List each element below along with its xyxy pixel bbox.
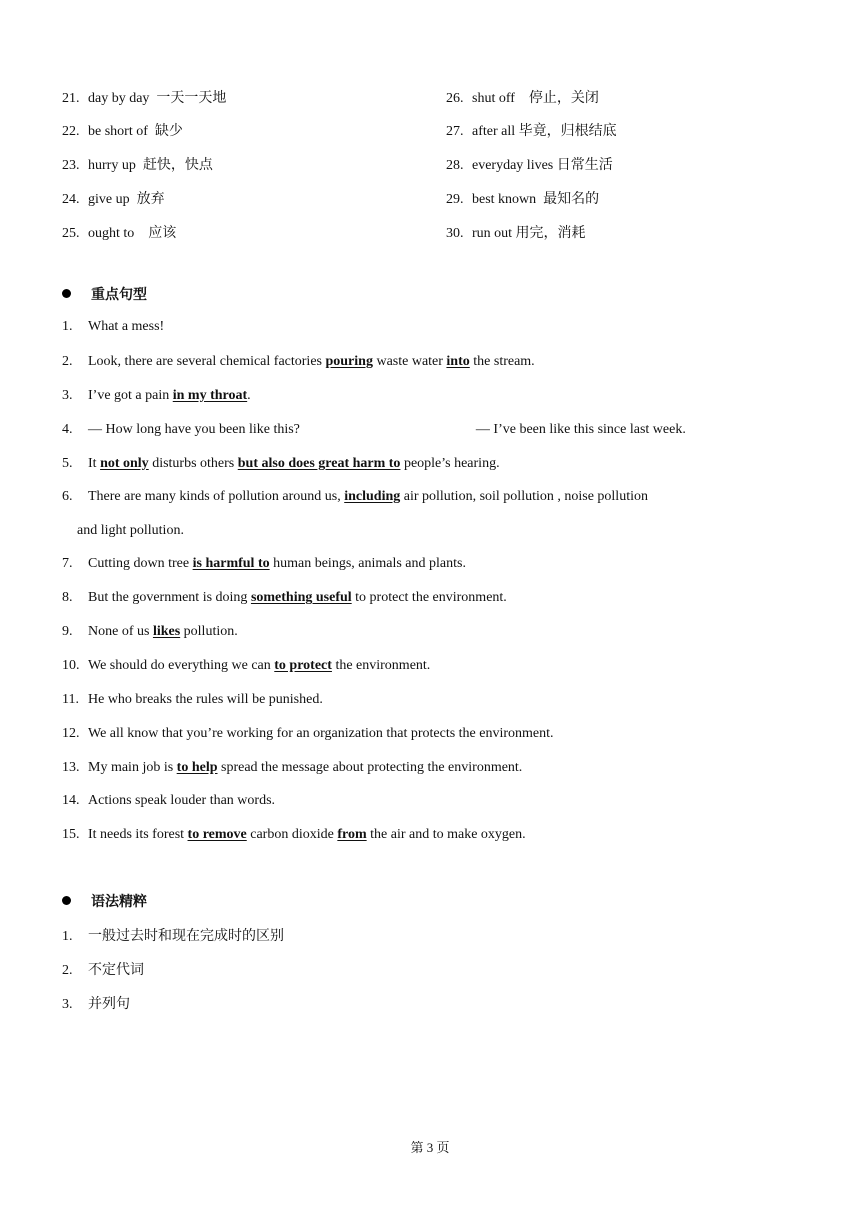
item-number: 3. <box>62 388 73 403</box>
page-number: 第 3 页 <box>410 1140 450 1155</box>
item-number: 22. <box>62 124 80 139</box>
item-number: 5. <box>62 456 73 471</box>
sentence-12 <box>62 724 554 744</box>
key-phrase: in my throat <box>172 388 248 403</box>
key-phrase: is harmful to <box>192 556 270 571</box>
sentence-text: the air and to make oxygen. <box>366 827 526 842</box>
item-number: 3. <box>62 997 73 1012</box>
item-number: 25. <box>62 226 80 241</box>
sentence-text: human beings, animals and plants. <box>269 556 466 571</box>
vocab-text: hurry up 赶快，快点 <box>88 158 213 173</box>
section-title: 重点句型 <box>91 287 147 303</box>
vocab-text: shut off 停止，关闭 <box>472 91 599 106</box>
vocab-row <box>0 122 860 142</box>
vocab-item <box>446 122 617 142</box>
dialogue-question: — How long have you been like this? <box>88 422 300 437</box>
vocab-text: ought to 应该 <box>88 226 177 241</box>
grammar-item <box>62 961 144 981</box>
item-number: 29. <box>446 192 464 207</box>
sentence-text: He who breaks the rules will be punished. <box>88 692 323 707</box>
item-number: 8. <box>62 590 73 605</box>
vocab-item <box>446 89 599 109</box>
sentence-text: We all know that you’re working for an organization that protects the environment. <box>88 726 554 741</box>
item-number: 2. <box>62 963 73 978</box>
sentence-text: the stream. <box>469 354 535 369</box>
bullet-icon <box>62 896 71 905</box>
grammar-text: 一般过去时和现在完成时的区别 <box>88 929 284 944</box>
sentence-text: waste water <box>372 354 447 369</box>
vocab-row <box>0 224 860 244</box>
page-footer <box>0 1139 860 1157</box>
sentence-1 <box>62 317 164 337</box>
vocab-item <box>62 89 226 109</box>
sentence-11 <box>62 690 323 710</box>
sentence-text: My main job is <box>88 760 177 775</box>
item-number: 27. <box>446 124 464 139</box>
vocab-item <box>62 190 165 210</box>
dialogue-answer: — I’ve been like this since last week. <box>475 422 686 437</box>
item-number: 12. <box>62 726 80 741</box>
item-number: 11. <box>62 692 79 707</box>
sentence-text: Cutting down tree <box>88 556 193 571</box>
sentence-text: It <box>88 456 101 471</box>
vocab-text: after all 毕竟，归根结底 <box>472 124 617 139</box>
vocab-text: day by day 一天一天地 <box>88 91 227 106</box>
sentence-text: carbon dioxide <box>246 827 338 842</box>
item-number: 6. <box>62 489 73 504</box>
sentence-13 <box>62 758 522 778</box>
key-phrase: including <box>344 489 401 504</box>
sentence-8 <box>62 588 507 608</box>
key-phrase: to remove <box>187 827 247 842</box>
sentence-10 <box>62 656 430 676</box>
key-phrase: pouring <box>325 354 373 369</box>
sentence-text: people’s hearing. <box>400 456 500 471</box>
sentence-text: the environment. <box>331 658 431 673</box>
key-phrase: into <box>446 354 470 369</box>
vocab-row <box>0 156 860 176</box>
vocab-item <box>446 190 599 210</box>
section-title: 语法精粹 <box>91 894 147 910</box>
key-phrase: likes <box>152 624 181 639</box>
sentence-text: What a mess! <box>88 319 165 334</box>
sentence-15 <box>62 825 526 845</box>
grammar-text: 不定代词 <box>88 963 144 978</box>
vocab-row <box>0 190 860 210</box>
sentence-text: disturbs others <box>148 456 238 471</box>
sentence-text: spread the message about protecting the environment. <box>217 760 523 775</box>
sentence-text: I’ve got a pain <box>88 388 173 403</box>
sentence-text: It needs its forest <box>88 827 188 842</box>
sentence-text: Actions speak louder than words. <box>88 793 276 808</box>
item-number: 23. <box>62 158 80 173</box>
sentence-text: We should do everything we can <box>88 658 275 673</box>
item-number: 9. <box>62 624 73 639</box>
sentence-6 <box>62 487 648 507</box>
sentence-text: Look, there are several chemical factories <box>88 354 326 369</box>
item-number: 21. <box>62 91 80 106</box>
vocab-text: run out 用完，消耗 <box>472 226 586 241</box>
key-phrase: to help <box>176 760 218 775</box>
sentence-text: and light pollution. <box>77 523 184 538</box>
vocab-item <box>62 224 176 244</box>
vocab-item <box>62 156 213 176</box>
grammar-text: 并列句 <box>88 997 130 1012</box>
vocab-text: best known 最知名的 <box>472 192 600 207</box>
vocab-text: be short of 缺少 <box>88 124 183 139</box>
grammar-item <box>62 995 130 1015</box>
item-number: 4. <box>62 422 73 437</box>
sentence-6-continuation <box>77 521 184 541</box>
item-number: 15. <box>62 827 80 842</box>
sentence-text: None of us <box>88 624 153 639</box>
item-number: 30. <box>446 226 464 241</box>
sentence-9 <box>62 622 238 642</box>
key-phrase: but also does great harm to <box>237 456 401 471</box>
sentence-14 <box>62 791 275 811</box>
vocab-row <box>0 89 860 109</box>
vocab-text: give up 放弃 <box>88 192 165 207</box>
key-phrase: to protect <box>274 658 332 673</box>
sentence-3 <box>62 386 251 406</box>
item-number: 1. <box>62 319 73 334</box>
item-number: 28. <box>446 158 464 173</box>
item-number: 13. <box>62 760 80 775</box>
key-phrase: from <box>337 827 367 842</box>
vocab-item <box>446 156 613 176</box>
sentence-text: . <box>247 388 251 403</box>
key-phrase: not only <box>100 456 149 471</box>
grammar-item <box>62 927 284 947</box>
section-heading-grammar <box>62 892 147 912</box>
sentence-4 <box>62 420 686 440</box>
bullet-icon <box>62 289 71 298</box>
sentence-text: But the government is doing <box>88 590 251 605</box>
sentence-5 <box>62 454 500 474</box>
item-number: 2. <box>62 354 73 369</box>
item-number: 24. <box>62 192 80 207</box>
vocab-item <box>446 224 586 244</box>
item-number: 14. <box>62 793 80 808</box>
sentence-text: pollution. <box>180 624 238 639</box>
sentence-text: air pollution, soil pollution , noise pollution <box>400 489 648 504</box>
vocab-item <box>62 122 183 142</box>
key-phrase: something useful <box>250 590 352 605</box>
sentence-7 <box>62 554 466 574</box>
item-number: 7. <box>62 556 73 571</box>
sentence-text: to protect the environment. <box>351 590 507 605</box>
vocab-text: everyday lives 日常生活 <box>472 158 613 173</box>
sentence-text: There are many kinds of pollution around us, <box>88 489 345 504</box>
item-number: 1. <box>62 929 73 944</box>
sentence-2 <box>62 352 535 372</box>
section-heading-sentences <box>62 285 147 305</box>
item-number: 10. <box>62 658 80 673</box>
item-number: 26. <box>446 91 464 106</box>
